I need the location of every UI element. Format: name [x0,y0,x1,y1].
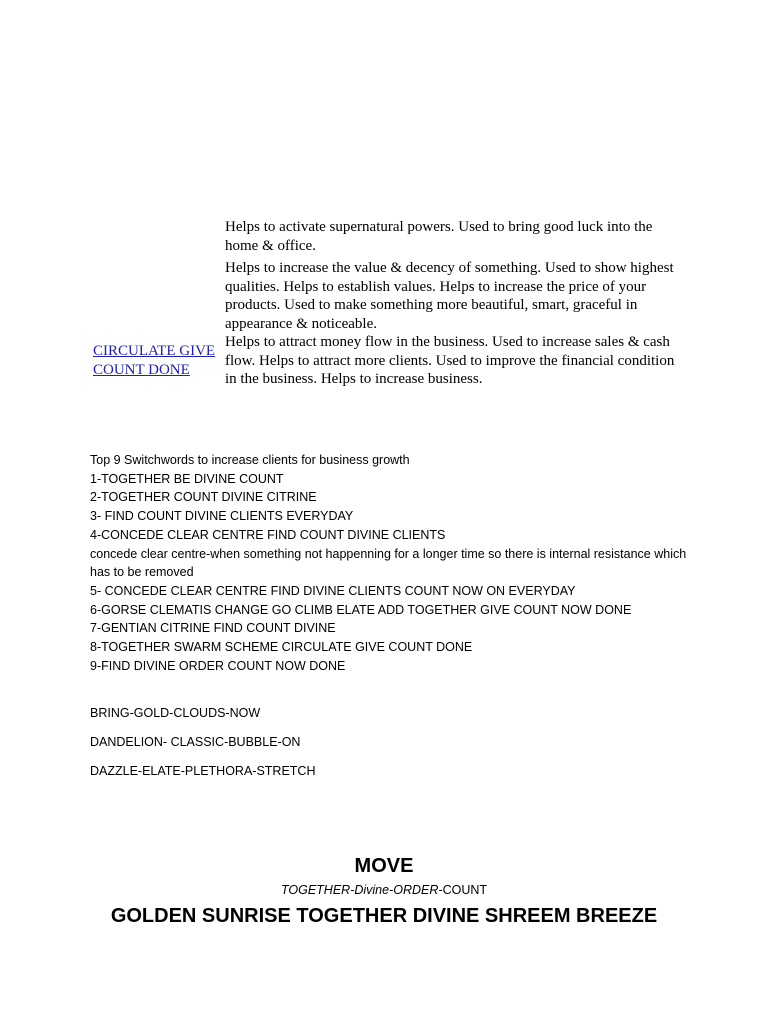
list-heading: Top 9 Switchwords to increase clients for business growth [90,453,410,467]
move-title: MOVE [354,855,414,877]
list-item: 7-GENTIAN CITRINE FIND COUNT DIVINE [90,621,336,636]
list-item: 3- FIND COUNT DIVINE CLIENTS EVERYDAY [90,509,354,524]
move-subtitle-end: COUNT [442,883,488,897]
move-subtitle-italic: TOGETHER-Divine-ORDER- [280,883,443,897]
description-cell: Helps to activate supernatural powers. Used to bring good luck into the home & office. [225,219,653,254]
move-heading: GOLDEN SUNRISE TOGETHER DIVINE SHREEM BREEZE [110,905,658,927]
switchword-combo: DAZZLE-ELATE-PLETHORA-STRETCH [90,764,316,778]
list-item: 8-TOGETHER SWARM SCHEME CIRCULATE GIVE COUNT DONE [90,640,473,655]
switchword-combo: BRING-GOLD-CLOUDS-NOW [90,706,261,720]
switchword-combo: DANDELION- CLASSIC-BUBBLE-ON [90,735,301,749]
list-item: 1-TOGETHER BE DIVINE COUNT [90,471,284,486]
move-subtitle [0,881,768,899]
list-item: 4-CONCEDE CLEAR CENTRE FIND COUNT DIVINE CLIENTS [90,527,446,542]
list-item: 5- CONCEDE CLEAR CENTRE FIND DIVINE CLIENTS COUNT NOW ON EVERYDAY [90,583,576,598]
switchword-link[interactable]: CIRCULATE GIVE COUNT DONE [93,343,216,378]
description-cell: Helps to increase the value & decency of something. Used to show highest qualities. Helps to establish values. Helps to increase the price of your products. Used to make something more beautiful, smart, graceful in appearance & noticeable. [225,260,674,332]
list-item: 2-TOGETHER COUNT DIVINE CITRINE [90,490,317,505]
switchword-list [90,451,690,675]
switchword-table [0,0,768,400]
list-item: 6-GORSE CLEMATIS CHANGE GO CLIMB ELATE ADD TOGETHER GIVE COUNT NOW DONE [90,602,632,617]
list-item: 9-FIND DIVINE ORDER COUNT NOW DONE [90,658,346,673]
description-cell: Helps to attract money flow in the business. Used to increase sales & cash flow. Helps to attract more clients. Used to improve the financial condition in the business. Helps to increase business. [225,334,675,387]
list-note: concede clear centre-when something not happenning for a longer time so there is internal resistance which has to be removed [90,546,687,580]
